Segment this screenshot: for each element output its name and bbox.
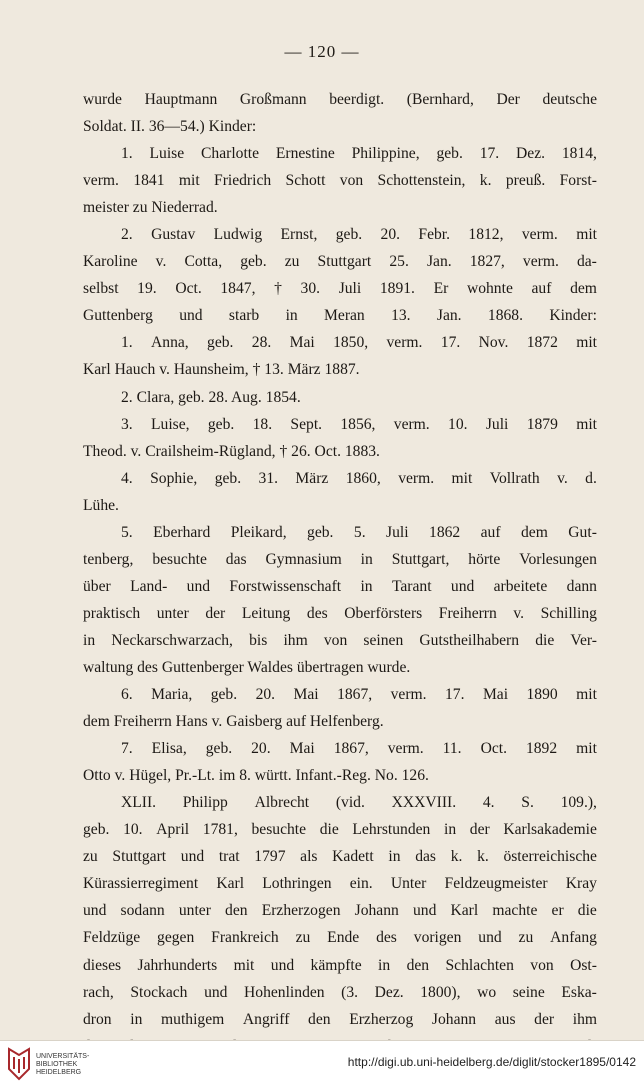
text-line: selbst 19. Oct. 1847, † 30. Juli 1891. Er wohnte auf dem — [83, 280, 597, 298]
text-line: Lühe. — [83, 496, 119, 514]
university-library-logo — [6, 1047, 32, 1081]
text-line: Karl Hauch v. Haunsheim, † 13. März 1887. — [83, 361, 360, 379]
text-line: Karoline v. Cotta, geb. zu Stuttgart 25. Jan. 1827, verm. da- — [83, 253, 597, 271]
text-line: meister zu Niederrad. — [83, 199, 218, 217]
text-line: 5. Eberhard Pleikard, geb. 5. Juli 1862 auf dem Gut- — [121, 523, 597, 541]
text-line: und sodann unter den Erzherzogen Johann und Karl machte er die — [83, 902, 597, 920]
text-line: 6. Maria, geb. 20. Mai 1867, verm. 17. Mai 1890 mit — [121, 686, 597, 704]
library-name-line: BIBLIOTHEK — [36, 1061, 78, 1068]
page-number: — 120 — — [284, 42, 360, 61]
text-line: Feldzüge gegen Frankreich zu Ende des vorigen und zu Anfang — [83, 929, 597, 947]
text-line: Guttenberg und starb in Meran 13. Jan. 1868. Kinder: — [83, 307, 597, 325]
text-line: 1. Anna, geb. 28. Mai 1850, verm. 17. Nov. 1872 mit — [121, 334, 597, 352]
text-line: 7. Elisa, geb. 20. Mai 1867, verm. 11. Oct. 1892 mit — [121, 740, 597, 758]
source-url-link[interactable]: http://digi.ub.uni-heidelberg.de/diglit/stocker1895/0142 — [347, 1055, 636, 1069]
library-name-line: UNIVERSITÄTS- — [36, 1053, 90, 1060]
text-line: in Neckarschwarzach, bis ihm von seinen Gutstheilhabern die Ver- — [83, 631, 597, 649]
text-line: dieses Jahrhunderts mit und kämpfte in den Schlachten von Ost- — [83, 956, 597, 974]
viewer-footer — [0, 1040, 644, 1087]
text-line: zu Stuttgart und trat 1797 als Kadett in das k. k. österreichische — [83, 848, 597, 866]
text-line: geb. 10. April 1781, besuchte die Lehrstunden in der Karlsakademie — [83, 821, 597, 839]
text-line: Theod. v. Crailsheim-Rügland, † 26. Oct. 1883. — [83, 442, 380, 460]
text-line: dron in muthigem Angriff den Erzherzog Johann aus der ihm — [83, 1010, 597, 1028]
text-line: verm. 1841 mit Friedrich Schott von Schottenstein, k. preuß. Forst- — [83, 172, 597, 190]
body-text — [83, 86, 597, 1060]
text-line: Soldat. II. 36—54.) Kinder: — [83, 118, 257, 136]
text-line: wurde Hauptmann Großmann beerdigt. (Bernhard, Der deutsche — [83, 91, 597, 108]
library-name-line: HEIDELBERG — [36, 1069, 82, 1076]
text-line: 4. Sophie, geb. 31. März 1860, verm. mit Vollrath v. d. — [121, 469, 597, 487]
text-line: waltung des Guttenberger Waldes übertragen wurde. — [83, 658, 411, 676]
text-line: dem Freiherrn Hans v. Gaisberg auf Helfenberg. — [83, 713, 384, 731]
text-line: über Land- und Forstwissenschaft in Tarant und arbeitete dann — [83, 577, 597, 595]
text-line: Otto v. Hügel, Pr.-Lt. im 8. württ. Infant.-Reg. No. 126. — [83, 767, 429, 785]
text-line: praktisch unter der Leitung des Oberförsters Freiherrn v. Schilling — [83, 604, 597, 622]
text-line: 1. Luise Charlotte Ernestine Philippine, geb. 17. Dez. 1814, — [121, 145, 597, 163]
library-name — [36, 1053, 89, 1077]
text-line: XLII. Philipp Albrecht (vid. XXXVIII. 4. S. 109.), — [121, 794, 597, 812]
text-line: tenberg, besuchte das Gymnasium in Stuttgart, hörte Vorlesungen — [83, 550, 597, 568]
text-line: 3. Luise, geb. 18. Sept. 1856, verm. 10. Juli 1879 mit — [121, 415, 597, 433]
text-line: Kürassierregiment Karl Lothringen ein. Unter Feldzeugmeister Kray — [83, 875, 597, 893]
text-line: 2. Clara, geb. 28. Aug. 1854. — [121, 388, 301, 406]
text-line: 2. Gustav Ludwig Ernst, geb. 20. Febr. 1812, verm. mit — [121, 226, 597, 244]
text-line: rach, Stockach und Hohenlinden (3. Dez. 1800), wo seine Eska- — [83, 983, 597, 1001]
